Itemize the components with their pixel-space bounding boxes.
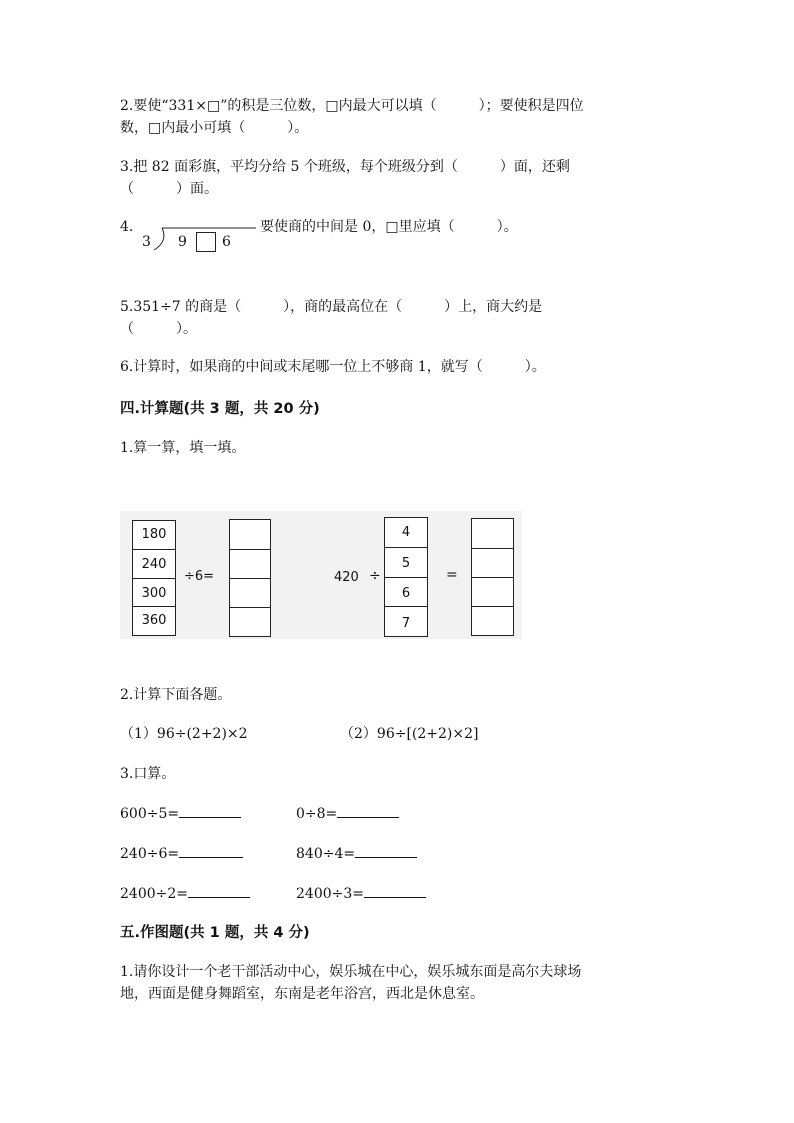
s4-q2-title: 2.计算下面各题。 (120, 687, 232, 703)
oral-calc-item (120, 803, 241, 825)
oral-calc-item (120, 883, 250, 905)
answer-blank[interactable] (179, 843, 243, 858)
q4-number: 4. (120, 219, 134, 235)
s5-q1-line2: 地，西面是健身舞蹈室，东南是老年浴宫，西北是休息室。 (120, 986, 484, 1002)
oral-calc-item (120, 843, 243, 865)
right-operator: ÷ (369, 568, 381, 584)
answer-blank-cell[interactable] (472, 606, 513, 636)
right-equals: = (446, 567, 458, 583)
section5-heading: 五.作图题(共 1 题，共 4 分) (120, 925, 310, 941)
left-value-column (132, 520, 176, 636)
q4-digit-a: 9 (178, 234, 187, 250)
answer-blank-cell[interactable] (230, 578, 270, 608)
oral-calc-item (296, 803, 399, 825)
oral-calc-expression: 2400÷2= (120, 886, 188, 902)
right-divisor-column (384, 517, 428, 637)
divisor-cell: 5 (385, 547, 427, 577)
q3-line1: 3.把 82 面彩旗，平均分给 5 个班级，每个班级分到（ ）面，还剩 (120, 159, 570, 175)
oral-calc-expression: 2400÷3= (296, 886, 364, 902)
s4-q3-title: 3.口算。 (120, 766, 176, 782)
answer-blank[interactable] (179, 803, 241, 818)
answer-blank[interactable] (337, 803, 399, 818)
divisor-cell: 6 (385, 577, 427, 607)
divisor-cell: 7 (385, 606, 427, 637)
answer-blank[interactable] (355, 843, 417, 858)
oral-calc-item (296, 843, 417, 865)
left-value-cell: 360 (133, 606, 175, 636)
answer-blank-cell[interactable] (472, 519, 513, 548)
s4-q2-item1: （1）96÷(2+2)×2 (120, 726, 248, 742)
calc-figure (120, 511, 522, 639)
s4-q1-title: 1.算一算，填一填。 (120, 440, 246, 456)
answer-blank[interactable] (188, 883, 250, 898)
left-value-cell: 180 (141, 527, 167, 542)
answer-blank-cell[interactable] (472, 548, 513, 578)
oral-calc-expression: 840÷4= (296, 846, 356, 862)
s5-q1-line1: 1.请你设计一个老干部活动中心，娱乐城在中心，娱乐城东面是高尔夫球场 (120, 964, 582, 980)
answer-blank-cell[interactable] (230, 607, 270, 637)
s4-q2-item2: （2）96÷[(2+2)×2] (340, 726, 479, 742)
answer-blank-cell[interactable] (472, 577, 513, 607)
q4-text: 要使商的中间是 0，□里应填（ ）。 (260, 219, 518, 235)
q4-digit-b: 6 (222, 234, 231, 250)
left-value-cell: 240 (133, 549, 175, 578)
q2-line1: 2.要使“331×□”的积是三位数，□内最大可以填（ ）；要使积是四位 (120, 98, 584, 114)
oral-calc-expression: 600÷5= (120, 806, 180, 822)
q4-blank-square (196, 232, 216, 252)
divisor-cell: 4 (401, 525, 411, 540)
left-answer-column (229, 519, 271, 637)
oral-calc-expression: 0÷8= (296, 806, 338, 822)
section4-heading: 四.计算题(共 3 题，共 20 分) (120, 401, 320, 417)
answer-blank-cell[interactable] (230, 549, 270, 579)
right-dividend: 420 (334, 570, 359, 585)
q5-line2: （ ）。 (120, 321, 197, 337)
left-value-cell: 300 (133, 578, 175, 607)
oral-calc-expression: 240÷6= (120, 846, 180, 862)
q2-line2: 数，□内最小可填（ ）。 (120, 120, 309, 136)
answer-blank[interactable] (364, 883, 426, 898)
q4-divisor: 3 (142, 234, 151, 250)
oral-calc-item (296, 883, 426, 905)
q5-line1: 5.351÷7 的商是（ ），商的最高位在（ ）上，商大约是 (120, 299, 543, 315)
left-operator: ÷6= (184, 569, 215, 584)
right-answer-column (471, 518, 514, 636)
answer-blank-cell[interactable] (230, 520, 270, 549)
q3-line2: （ ）面。 (120, 181, 218, 197)
q6-line1: 6.计算时，如果商的中间或末尾哪一位上不够商 1，就写（ ）。 (120, 359, 546, 375)
